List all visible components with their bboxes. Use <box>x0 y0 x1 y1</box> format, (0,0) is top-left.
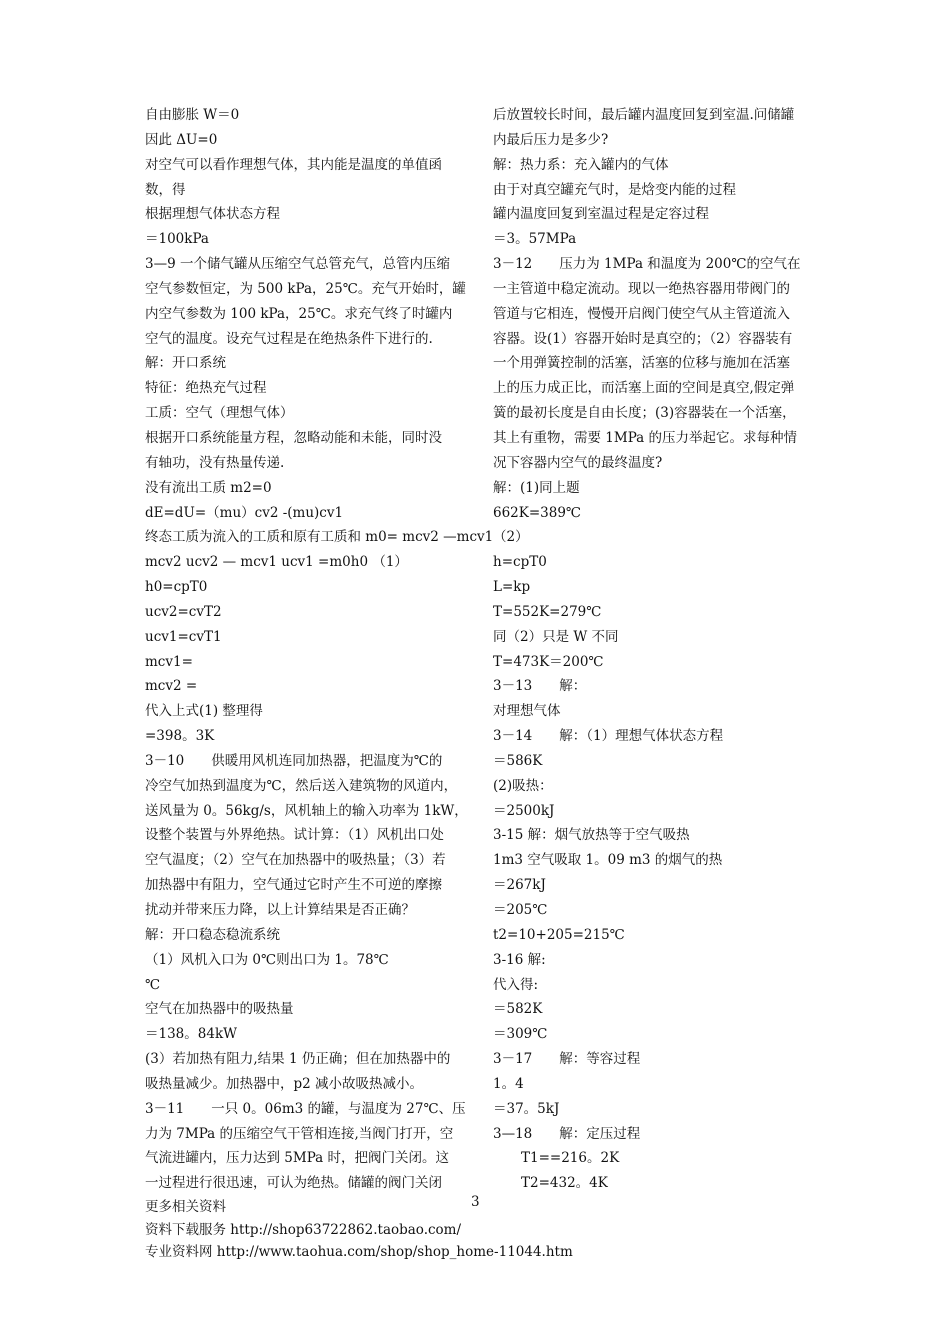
text-line: 解：(1)同上题 <box>493 479 580 496</box>
text-line: 没有流出工质 m2=0 <box>145 479 272 496</box>
text-line: 3-16 解: <box>493 951 546 968</box>
text-line: 容器。设(1）容器开始时是真空的；（2）容器装有 <box>493 330 793 347</box>
text-line: 一过程进行很迅速，可认为绝热。储罐的阀门关闭 <box>145 1175 442 1192</box>
text-line: 根据理想气体状态方程 <box>145 206 280 223</box>
text-line: 况下容器内空气的最终温度? <box>493 454 663 471</box>
text-line: 加热器中有阻力，空气通过它时产生不可逆的摩擦 <box>145 877 442 894</box>
text-line: 数，得 <box>145 181 186 198</box>
text-line: ucv2=cvT2 <box>145 603 222 620</box>
text-line: 解：开口稳态稳流系统 <box>145 926 280 943</box>
text-line: 特征：绝热充气过程 <box>145 380 267 397</box>
text-line: ＝100kPa <box>145 231 209 248</box>
text-line: 3—9 一个储气罐从压缩空气总管充气，总管内压缩 <box>145 256 450 273</box>
text-line: 对理想气体 <box>493 703 561 720</box>
page-number: 3 <box>471 1194 480 1210</box>
text-line: 内最后压力是多少? <box>493 131 609 148</box>
text-line: 根据开口系统能量方程，忽略动能和未能，同时没 <box>145 429 442 446</box>
text-line: 3－13 解： <box>493 678 587 695</box>
text-line: 同（2）只是 W 不同 <box>493 628 619 645</box>
text-line: 扰动并带来压力降，以上计算结果是否正确？ <box>145 902 415 918</box>
text-line: ＝2500kJ <box>493 802 555 819</box>
text-line: 空气温度；（2）空气在加热器中的吸热量；（3）若 <box>145 852 446 869</box>
text-line: 3－10 供暖用风机连同加热器，把温度为℃的 <box>145 752 443 769</box>
text-line: (3）若加热有阻力,结果 1 仍正确；但在加热器中的 <box>145 1051 451 1068</box>
text-line: ＝205℃ <box>493 902 548 918</box>
text-line: 3-15 解：烟气放热等于空气吸热 <box>493 827 690 844</box>
text-line: T=473K＝200℃ <box>493 653 604 670</box>
text-line: h0=cpT0 <box>145 579 208 596</box>
text-line: 冷空气加热到温度为℃，然后送入建筑物的风道内， <box>145 777 458 794</box>
text-line: ℃ <box>145 976 161 993</box>
text-line: 对空气可以看作理想气体，其内能是温度的单值函 <box>145 156 442 173</box>
text-line: 送风量为 0。56kg/s，风机轴上的输入功率为 1kW， <box>145 802 468 819</box>
text-line: h=cpT0 <box>493 554 547 571</box>
text-line: 代入上式(1) 整理得 <box>145 703 263 720</box>
text-line: 空气在加热器中的吸热量 <box>145 1001 294 1018</box>
text-line: dE=dU=（mu）cv2 -(mu)cv1 <box>145 504 344 521</box>
text-line: 簧的最初长度是自由长度；(3)容器装在一个活塞， <box>493 405 796 422</box>
text-line: T2=432。4K <box>521 1175 608 1192</box>
text-line: 解：开口系统 <box>145 355 226 372</box>
text-line: 工质：空气（理想气体） <box>145 405 294 422</box>
text-line: 3－17 解：等容过程 <box>493 1051 641 1068</box>
text-line: ＝267kJ <box>493 877 546 894</box>
text-line: mcv2 = <box>145 678 198 695</box>
text-line: 有轴功，没有热量传递. <box>145 454 285 471</box>
footer-line: 更多相关资料 <box>145 1199 226 1215</box>
text-line: 其上有重物，需要 1MPa 的压力举起它。求每种情 <box>493 429 798 446</box>
text-line: 管道与它相连，慢慢开启阀门使空气从主管道流入 <box>493 305 790 322</box>
text-line: ＝582K <box>493 1001 543 1018</box>
text-line: 因此 ΔU=0 <box>145 131 218 148</box>
text-line: 由于对真空罐充气时，是焓变内能的过程 <box>493 181 736 198</box>
text-line: t2=10+205=215℃ <box>493 926 625 943</box>
text-line: =398。3K <box>145 728 215 745</box>
footer-link[interactable]: 资料下载服务 http://shop63722862.taobao.com/ <box>145 1221 462 1238</box>
text-line: 3－12 压力为 1MPa 和温度为 200℃的空气在 <box>493 256 801 273</box>
text-line: mcv1= <box>145 653 193 670</box>
text-line: ＝138。84kW <box>145 1026 238 1043</box>
text-line: mcv2 ucv2 — mcv1 ucv1 =m0h0 （1） <box>145 554 408 571</box>
text-line: 1m3 空气吸取 1。09 m3 的烟气的热 <box>493 852 723 869</box>
text-line: 解：热力系：充入罐内的气体 <box>493 156 669 173</box>
text-line: 罐内温度回复到室温过程是定容过程 <box>493 206 709 223</box>
text-line: 内空气参数为 100 kPa，25℃。求充气终了时罐内 <box>145 305 453 322</box>
text-line: 3－11 一只 0。06m3 的罐，与温度为 27℃、压 <box>145 1100 466 1117</box>
text-line: 662K=389℃ <box>493 504 582 521</box>
text-line: 设整个装置与外界绝热。试计算：（1）风机出口处 <box>145 827 444 844</box>
text-line: 代入得: <box>493 976 539 993</box>
text-line: 一主管道中稳定流动。现以一绝热容器用带阀门的 <box>493 280 790 297</box>
text-line: 自由膨胀 W＝0 <box>145 107 240 123</box>
right-column <box>493 103 815 1196</box>
text-line: 一个用弹簧控制的活塞，活塞的位移与施加在活塞 <box>493 355 790 372</box>
text-line: （2） <box>493 529 529 546</box>
text-line: 力为 7MPa 的压缩空气干管相连接,当阀门打开，空 <box>145 1125 454 1142</box>
text-line: ＝309℃ <box>493 1026 548 1043</box>
text-line: 上的压力成正比，而活塞上面的空间是真空,假定弹 <box>493 380 795 397</box>
footer-link[interactable]: 专业资料网 http://www.taohua.com/shop/shop_home-11044.htm <box>145 1244 573 1260</box>
text-line: 空气的温度。设充气过程是在绝热条件下进行的. <box>145 330 433 347</box>
text-line: 空气参数恒定，为 500 kPa，25℃。充气开始时，罐 <box>145 280 466 297</box>
text-line: 吸热量减少。加热器中，p2 减小故吸热减小。 <box>145 1075 424 1092</box>
text-line: T1==216。2K <box>521 1150 620 1167</box>
text-line: (2)吸热： <box>493 777 553 794</box>
text-line: ucv1=cvT1 <box>145 628 222 645</box>
text-line: 后放置较长时间，最后罐内温度回复到室温.问储罐 <box>493 107 795 123</box>
text-line: 1。4 <box>493 1075 524 1092</box>
text-line: 气流进罐内，压力达到 5MPa 时，把阀门关闭。这 <box>145 1150 450 1167</box>
footer <box>145 1196 573 1264</box>
text-line: 3－14 解：（1）理想气体状态方程 <box>493 728 724 745</box>
left-column <box>145 103 494 1196</box>
text-line: T=552K=279℃ <box>493 603 602 620</box>
text-line: L=kp <box>493 579 531 596</box>
text-line: ＝37。5kJ <box>493 1100 560 1117</box>
text-line: 终态工质为流入的工质和原有工质和 m0= mcv2 —mcv1 <box>145 529 494 546</box>
text-line: 3—18 解：定压过程 <box>493 1125 641 1142</box>
text-line: ＝586K <box>493 752 543 769</box>
text-line: （1）风机入口为 0℃则出口为 1。78℃ <box>145 951 389 968</box>
text-line: ＝3。57MPa <box>493 231 577 248</box>
